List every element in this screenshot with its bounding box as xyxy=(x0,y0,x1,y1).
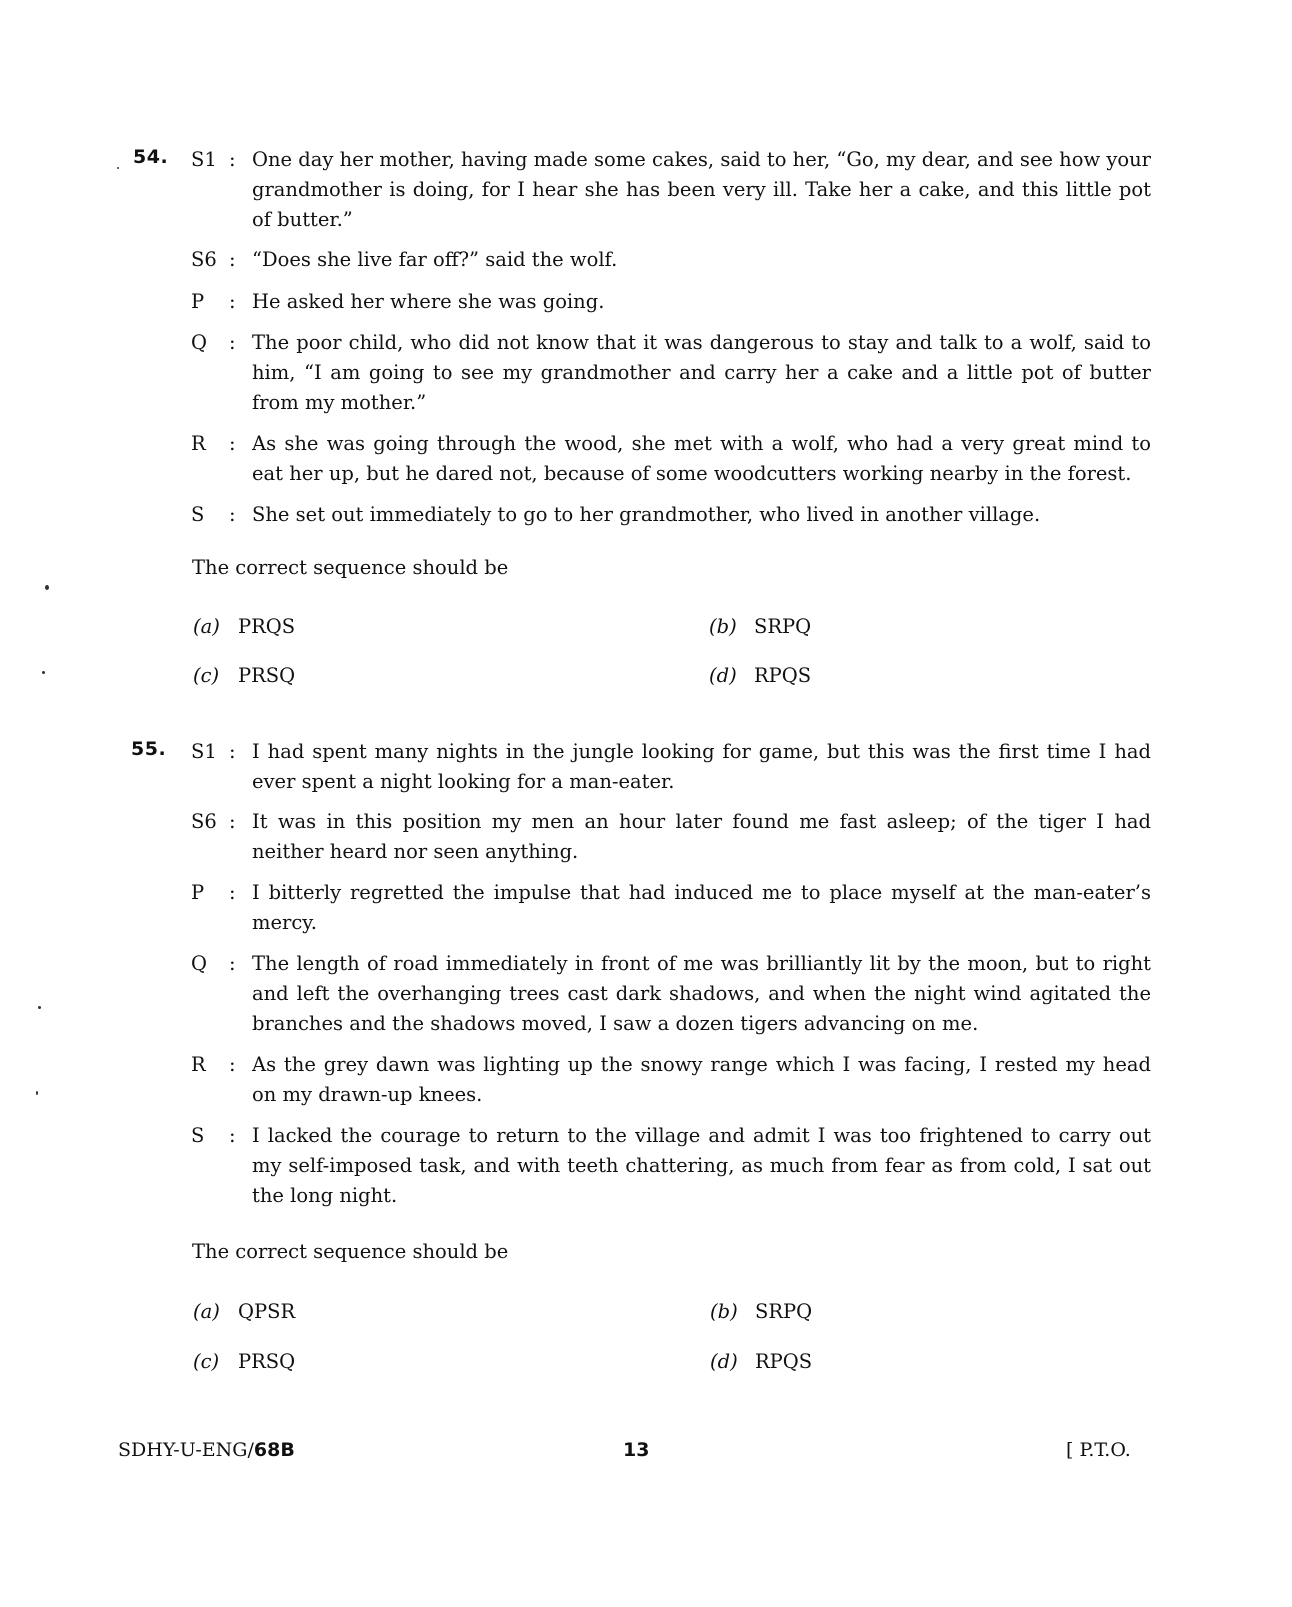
statement-text: It was in this position my men an hour later found me fast asleep; of the tiger I had neither heard nor seen anything. xyxy=(252,810,1151,863)
scan-speck xyxy=(42,671,45,674)
q55-option-b[interactable] xyxy=(710,1297,812,1327)
q55-prompt: The correct sequence should be xyxy=(192,1240,509,1263)
statement-label: S xyxy=(191,1124,205,1147)
statement-text: She set out immediately to go to her grandmother, who lived in another village. xyxy=(252,503,1041,526)
q55-statement-s6 xyxy=(191,807,1151,867)
q54-statement-s xyxy=(191,500,1151,530)
option-text: PRSQ xyxy=(238,664,296,687)
statement-colon: : xyxy=(229,881,236,904)
q54-statement-r xyxy=(191,429,1151,489)
scan-speck xyxy=(45,585,49,590)
option-label: (c) xyxy=(193,664,220,687)
option-label: (b) xyxy=(709,615,737,638)
q54-option-d[interactable] xyxy=(709,661,811,691)
q55-statement-r xyxy=(191,1050,1151,1110)
option-label: (d) xyxy=(710,1350,738,1373)
option-label: (d) xyxy=(709,664,737,687)
paper-code xyxy=(118,1436,295,1464)
option-label: (a) xyxy=(193,615,220,638)
statement-text: One day her mother, having made some cakes, said to her, “Go, my dear, and see how your grandmother is doing, for I hear she has been very ill. Take her a cake, and this little pot of butter.” xyxy=(252,148,1151,231)
statement-label: S6 xyxy=(191,810,217,833)
statement-label: P xyxy=(191,290,205,313)
statement-colon: : xyxy=(229,331,236,354)
statement-label: Q xyxy=(191,331,207,354)
q55-statement-p xyxy=(191,878,1151,938)
q54-statement-s6 xyxy=(191,245,1151,275)
statement-text: I had spent many nights in the jungle looking for game, but this was the first time I had ever spent a night looking for a man-eater. xyxy=(252,740,1151,793)
option-text: QPSR xyxy=(238,1300,296,1323)
option-text: RPQS xyxy=(754,664,812,687)
option-label: (b) xyxy=(710,1300,738,1323)
q54-prompt: The correct sequence should be xyxy=(192,556,509,579)
scan-speck xyxy=(36,1091,38,1095)
statement-text: I lacked the courage to return to the village and admit I was too frightened to carry out my self-imposed task, and with teeth chattering, as much from fear as from cold, I sat out the long night. xyxy=(252,1124,1151,1207)
option-label: (c) xyxy=(193,1350,220,1373)
paper-code-suffix: 68B xyxy=(253,1439,295,1461)
scan-speck xyxy=(38,1006,41,1009)
option-label: (a) xyxy=(193,1300,220,1323)
q54-option-a[interactable] xyxy=(193,612,295,642)
statement-colon: : xyxy=(229,1053,236,1076)
statement-label: S xyxy=(191,503,205,526)
statement-text: “Does she live far off?” said the wolf. xyxy=(252,248,618,271)
statement-colon: : xyxy=(229,432,236,455)
statement-label: S6 xyxy=(191,248,217,271)
statement-label: S1 xyxy=(191,148,217,171)
statement-text: The poor child, who did not know that it was dangerous to stay and talk to a wolf, said to him, “I am going to see my grandmother and carry her a cake and a little pot of butter from my mother.” xyxy=(252,331,1151,414)
statement-colon: : xyxy=(229,248,236,271)
statement-text: As she was going through the wood, she met with a wolf, who had a very great mind to eat her up, but he dared not, because of some woodcutters working nearby in the forest. xyxy=(252,432,1151,485)
question-number-54: 54. xyxy=(133,146,169,168)
q54-statement-s1 xyxy=(191,145,1151,235)
q54-option-b[interactable] xyxy=(709,612,811,642)
statement-text: I bitterly regretted the impulse that had induced me to place myself at the man-eater’s mercy. xyxy=(252,881,1151,934)
statement-text: As the grey dawn was lighting up the snowy range which I was facing, I rested my head on my drawn-up knees. xyxy=(252,1053,1151,1106)
option-text: PRSQ xyxy=(238,1350,296,1373)
statement-colon: : xyxy=(229,503,236,526)
statement-colon: : xyxy=(229,1124,236,1147)
statement-colon: : xyxy=(229,148,236,171)
option-text: SRPQ xyxy=(755,1300,813,1323)
statement-label: P xyxy=(191,881,205,904)
page-number: 13 xyxy=(623,1439,650,1461)
q55-option-a[interactable] xyxy=(193,1297,295,1327)
q54-statement-q xyxy=(191,328,1151,418)
q54-statement-p xyxy=(191,287,1151,317)
option-text: PRQS xyxy=(238,615,296,638)
statement-label: R xyxy=(191,1053,206,1076)
q55-option-c[interactable] xyxy=(193,1347,295,1377)
statement-label: S1 xyxy=(191,740,217,763)
statement-text: The length of road immediately in front of me was brilliantly lit by the moon, but to right and left the overhanging trees cast dark shadows, and when the night wind agitated the branches and the shadows moved, I saw a dozen tigers advancing on me. xyxy=(252,952,1151,1035)
question-number-55: 55. xyxy=(131,738,167,760)
scan-speck xyxy=(117,167,119,169)
q55-statement-s xyxy=(191,1121,1151,1211)
statement-label: Q xyxy=(191,952,207,975)
q55-statement-q xyxy=(191,949,1151,1039)
option-text: SRPQ xyxy=(754,615,812,638)
paper-code-prefix: SDHY-U-ENG/ xyxy=(118,1439,254,1461)
q55-statement-s1 xyxy=(191,737,1151,797)
statement-colon: : xyxy=(229,290,236,313)
q54-option-c[interactable] xyxy=(193,661,295,691)
statement-text: He asked her where she was going. xyxy=(252,290,605,313)
q55-option-d[interactable] xyxy=(710,1347,812,1377)
statement-colon: : xyxy=(229,952,236,975)
please-turn-over: [ P.T.O. xyxy=(1066,1439,1131,1461)
statement-colon: : xyxy=(229,740,236,763)
statement-label: R xyxy=(191,432,206,455)
statement-colon: : xyxy=(229,810,236,833)
option-text: RPQS xyxy=(755,1350,813,1373)
